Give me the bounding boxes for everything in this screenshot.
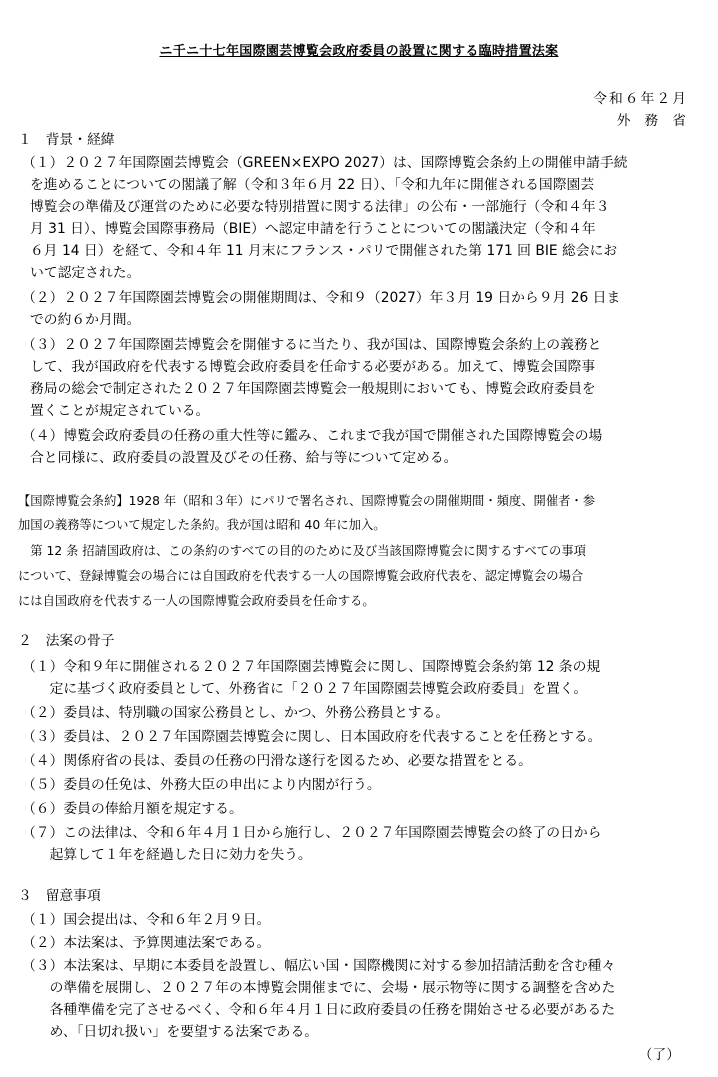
section-2-line: （４）関係府省の長は、委員の任務の円滑な遂行を図るため、必要な措置をとる。 [22,753,532,769]
treaty-note-line: 加国の義務等について規定した条約。我が国は昭和 40 年に加入。 [18,518,386,532]
section-1-p1-line: 博覧会の準備及び運営のために必要な特別措置に関する法律」の公布・一部施行（令和４年３ [30,199,610,215]
section-1-p3-line: して、我が国政府を代表する博覧会政府委員を任命する必要がある。加えて、博覧会国際事 [30,359,596,375]
section-2-line: （７）この法律は、令和６年４月１日から施行し、２０２７年国際園芸博覧会の終了の日から [22,825,602,841]
section-1-p1-line: を進めることについての閣議了解（令和３年６月 22 日）、「令和九年に開催される国際園芸 [30,177,595,193]
section-2-line: （２）委員は、特別職の国家公務員とし、かつ、外務公務員とする。 [22,705,450,721]
section-2-line: （１）令和９年に開催される２０２７年国際園芸博覧会に関し、国際博覧会条約第 12 条の規 [22,659,601,675]
section-3-line: め、「日切れ扱い」を要望する法案である。 [22,1024,319,1040]
section-3-line: の準備を展開し、２０２７年の本博覧会開催までに、会場・展示物等に関する調整を含めた [22,980,616,996]
section-2-line: （３）委員は、２０２７年国際園芸博覧会に関し、日本国政府を代表することを任務とする。 [22,729,602,745]
section-1-heading: １ 背景・経緯 [18,132,115,148]
section-3-line: 各種準備を完了させるべく、令和６年４月１日に政府委員の任務を開始させる必要があるた [22,1002,615,1018]
section-3-heading: ３ 留意事項 [18,888,101,904]
document-organization: 外務省 [616,113,700,129]
section-3-line: （２）本法案は、予算関連法案である。 [22,935,271,951]
document-title: ニ千ニ十七年国際園芸博覧会政府委員の設置に関する臨時措置法案 [159,44,559,59]
section-1-p3-line: 置くことが規定されている。 [30,403,210,419]
section-1-p1-line: 月 31 日）、博覧会国際事務局（BIE）へ認定申請を行うことについての閣議決定（令和４年 [30,221,596,237]
treaty-note-line: 第 12 条 招請国政府は、この条約のすべての目的のために及び当該国際博覧会に関するすべての事項 [18,544,586,558]
section-2-line: （６）委員の俸給月額を規定する。 [22,801,243,817]
section-1-p3-line: 務局の総会で制定された２０２７年国際園芸博覧会一般規則においても、博覧会政府委員を [30,381,596,397]
document-date: 令和６年２月 [593,91,688,107]
section-2-heading: ２ 法案の骨子 [18,633,115,649]
section-1-p4-line: （４）博覧会政府委員の任務の重大性等に鑑み、これまで我が国で開催された国際博覧会の場 [22,428,603,444]
section-1-p1-line: （１）２０２７年国際園芸博覧会（GREEN×EXPO 2027）は、国際博覧会条約上の開催申請手続 [22,155,628,171]
section-1-p2-line: （２）２０２７年国際園芸博覧会の開催期間は、令和９（2027）年３月 19 日から９月 26 日ま [22,290,621,306]
section-2-line: 起算して１年を経過した日に効力を失う。 [22,847,312,863]
treaty-note-line: には自国政府を代表する一人の国際博覧会政府委員を任命する。 [18,594,375,608]
section-1-p3-line: （３）２０２７年国際園芸博覧会を開催するに当たり、我が国は、国際博覧会条約上の義務と [22,337,602,353]
section-2-line: 定に基づく政府委員として、外務省に「２０２７年国際園芸博覧会政府委員」を置く。 [22,681,588,697]
section-2-line: （５）委員の任免は、外務大臣の申出により内閣が行う。 [22,777,381,793]
treaty-note-line: 【国際博覧会条約】1928 年（昭和３年）にパリで署名され、国際博覧会の開催期間・頻度、開催者・参 [18,494,596,508]
section-1-p4-line: 合と同様に、政府委員の設置及びその任務、給与等について定める。 [30,450,458,466]
section-1-p1-line: いて認定された。 [30,265,141,281]
section-1-p2-line: での約６か月間。 [30,312,141,328]
section-3-line: （３）本法案は、早期に本委員を設置し、幅広い国・国際機関に対する参加招請活動を含む種々 [22,958,616,974]
section-3-line: （１）国会提出は、令和６年２月９日。 [22,912,271,928]
end-marker: （了） [638,1047,680,1063]
section-1-p1-line: ６月 14 日）を経て、令和４年 11 月末にフランス・パリで開催された第 171 回 BIE 総会にお [30,243,618,259]
treaty-note-line: について、登録博覧会の場合には自国政府を代表する一人の国際博覧会政府代表を、認定博覧会の場合 [18,569,584,583]
